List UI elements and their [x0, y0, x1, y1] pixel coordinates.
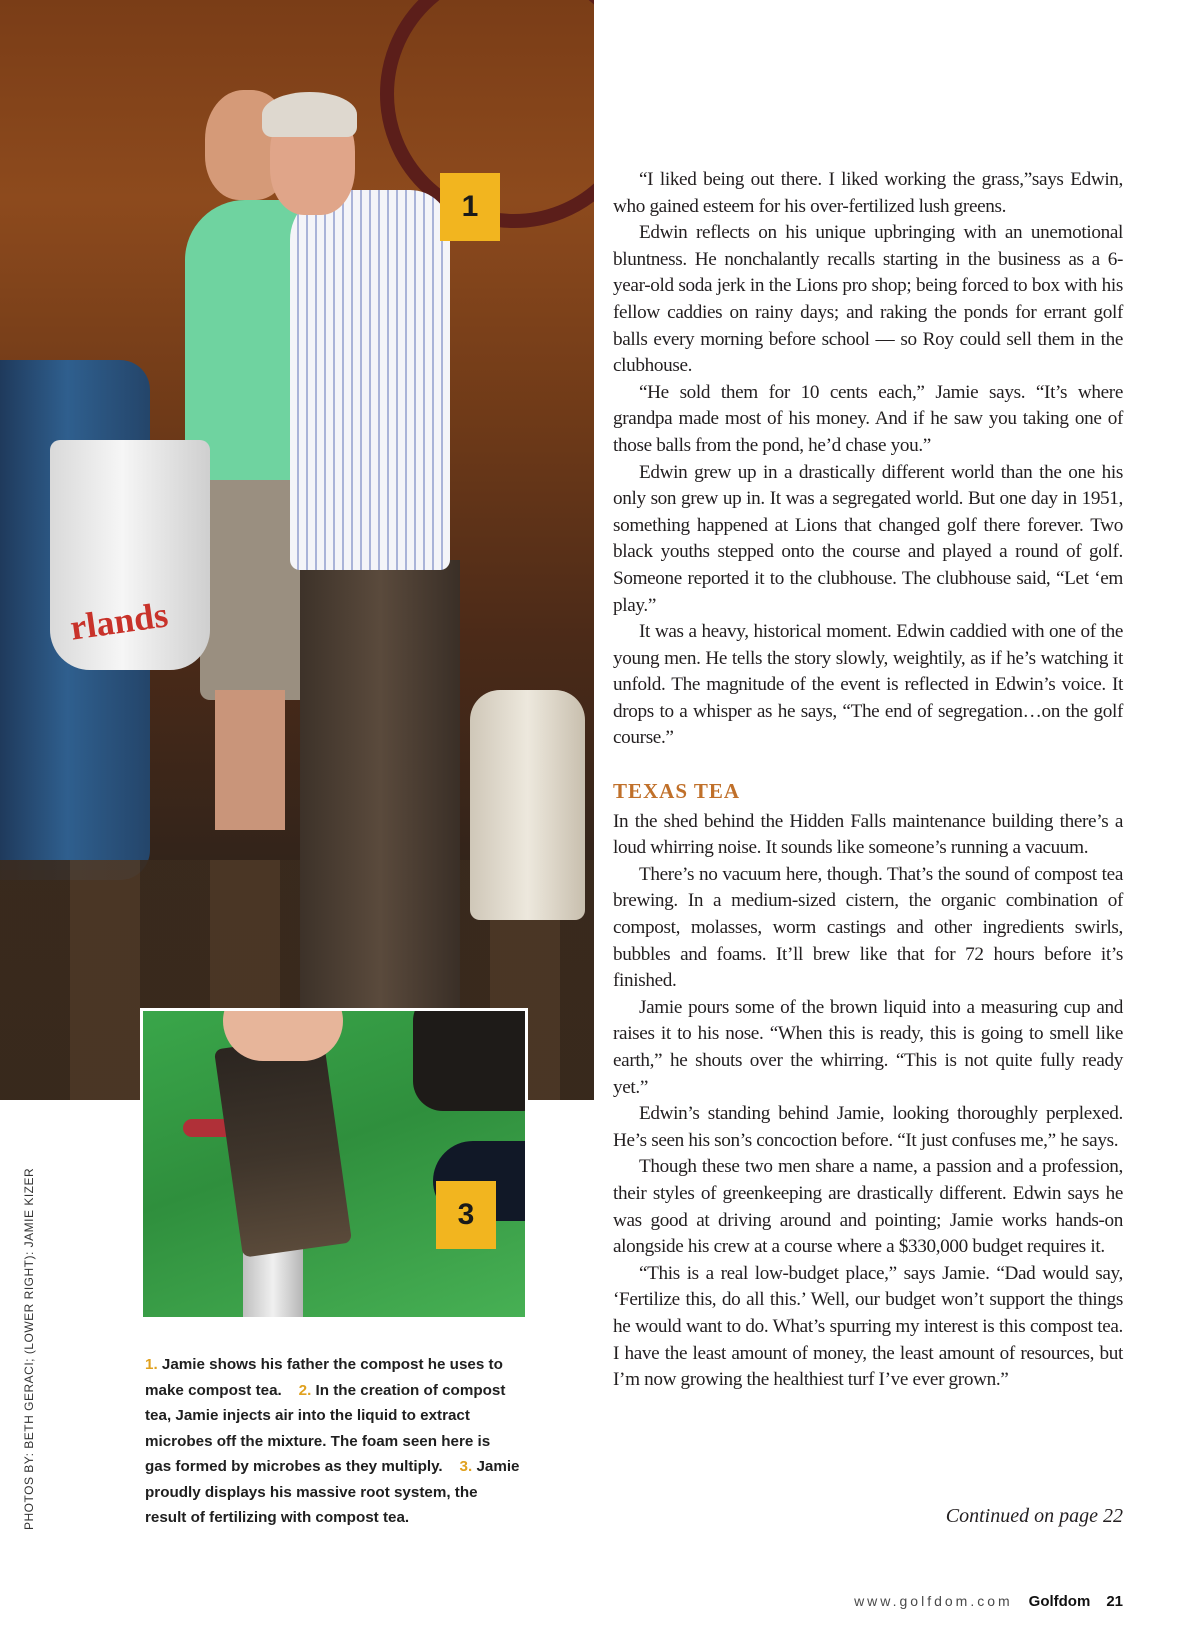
footer-brand: Golfdom: [1028, 1593, 1091, 1610]
page-number: 21: [1106, 1593, 1123, 1610]
caption-number: 3.: [459, 1458, 473, 1475]
photo-caption: [145, 1352, 520, 1531]
photo-number-badge: 3: [436, 1181, 496, 1249]
article-paragraph: There’s no vacuum here, though. That’s the sound of compost tea brewing. In a medium-sized cistern, the organic combination of compost, molasses, worm castings and other ingredients swirls, bubbles and foams. It’ll brew like that for 72 hours before it’s finished.: [613, 863, 1123, 992]
article-paragraph: Edwin grew up in a drastically different world than the one his only son grew up in. It was a segregated world. But one day in 1951, something happened at Lions that changed golf there forever. Two black youths stepped onto the course and played a round of golf. Someone reported it to the clubhouse. The clubhouse said, “Let ‘em play.”: [613, 461, 1123, 616]
edwin-hair: [262, 92, 357, 137]
article-paragraph: In the shed behind the Hidden Falls maintenance building there’s a loud whirring noise. It sounds like someone’s running a vacuum.: [613, 810, 1123, 859]
photo-root-system: [140, 1008, 528, 1320]
photo-number-badge: 1: [440, 173, 500, 241]
article-paragraph: Jamie pours some of the brown liquid into a measuring cup and raises it to his nose. “When this is ready, this is going to smell like earth,” he shouts over the whirring. “This is not quite fully ready yet.”: [613, 996, 1123, 1098]
caption-text: Jamie proudly displays his massive root system, the result of fertilizing with compost tea.: [145, 1458, 520, 1526]
article-body: [613, 167, 1123, 1394]
photo-credit: PHOTOS BY: BETH GERACI; (LOWER RIGHT): JAMIE KIZER: [22, 1167, 36, 1530]
article-paragraph: Edwin reflects on his unique upbringing with an unemotional bluntness. He nonchalantly recalls starting in the business as a 6-year-old soda jerk in the Lions pro shop; being forced to box with his fellow caddies on rainy days; and raking the ponds for errant golf balls every morning before school — so Roy could sell them in the clubhouse.: [613, 222, 1123, 377]
dark-sleeve: [413, 1008, 528, 1111]
article-paragraph: Edwin’s standing behind Jamie, looking thoroughly perplexed. He’s seen his son’s concoction before. “It just confuses me,” he says.: [613, 1103, 1123, 1151]
footer-url: www.golfdom.com: [854, 1593, 1013, 1609]
photo-compost-bucket: [0, 0, 594, 1100]
article-paragraph: “This is a real low-budget place,” says Jamie. “Dad would say, ‘Fertilize this, do all this.’ Well, our budget won’t support the things he would want to do. What’s spurring my interest is this compost tea. I have the least amount of money, the least amount of resources, but I’m now growing the healthiest turf I’ve ever grown.”: [613, 1262, 1123, 1391]
jamie-leg: [215, 690, 285, 830]
plastic-jug: [470, 690, 585, 920]
article-paragraph: “He sold them for 10 cents each,” Jamie says. “It’s where grandpa made most of his money. And if he saw you taking one of those balls from the pond, he’d chase you.”: [613, 381, 1123, 456]
article-paragraph: “I liked being out there. I liked working the grass,”says Edwin, who gained esteem for his over-fertilized lush greens.: [613, 169, 1123, 217]
caption-text: Jamie shows his father the compost he uses to make compost tea.: [145, 1356, 503, 1399]
sod-core: [214, 1034, 352, 1257]
edwin-shirt: [290, 190, 450, 570]
bucket-logo-text: rlands: [67, 594, 171, 648]
caption-number: 2.: [298, 1381, 312, 1399]
article-paragraph: It was a heavy, historical moment. Edwin caddied with one of the young men. He tells the story slowly, weightily, as if he’s watching it unfold. The magnitude of the event is reflected in Edwin’s voice. It drops to a whisper as he says, “The end of segregation…on the golf course.”: [613, 621, 1123, 749]
caption-number: 1.: [145, 1356, 158, 1373]
continued-line: Continued on page 22: [945, 1505, 1123, 1527]
article-paragraph: Though these two men share a name, a passion and a profession, their styles of greenkeeping are drastically different. Edwin says he was good at driving around and pointing; Jamie works hands-on alongside his crew at a course where a $330,000 budget requires it.: [613, 1156, 1123, 1258]
section-heading: TEXAS TEA: [613, 779, 741, 804]
page-footer: [800, 1593, 1123, 1610]
hand-fingers: [223, 1008, 343, 1061]
caption-text: In the creation of compost tea, Jamie injects air into the liquid to extract microbes off the mixture. The foam seen here is gas formed by microbes as they multiply.: [145, 1381, 506, 1475]
